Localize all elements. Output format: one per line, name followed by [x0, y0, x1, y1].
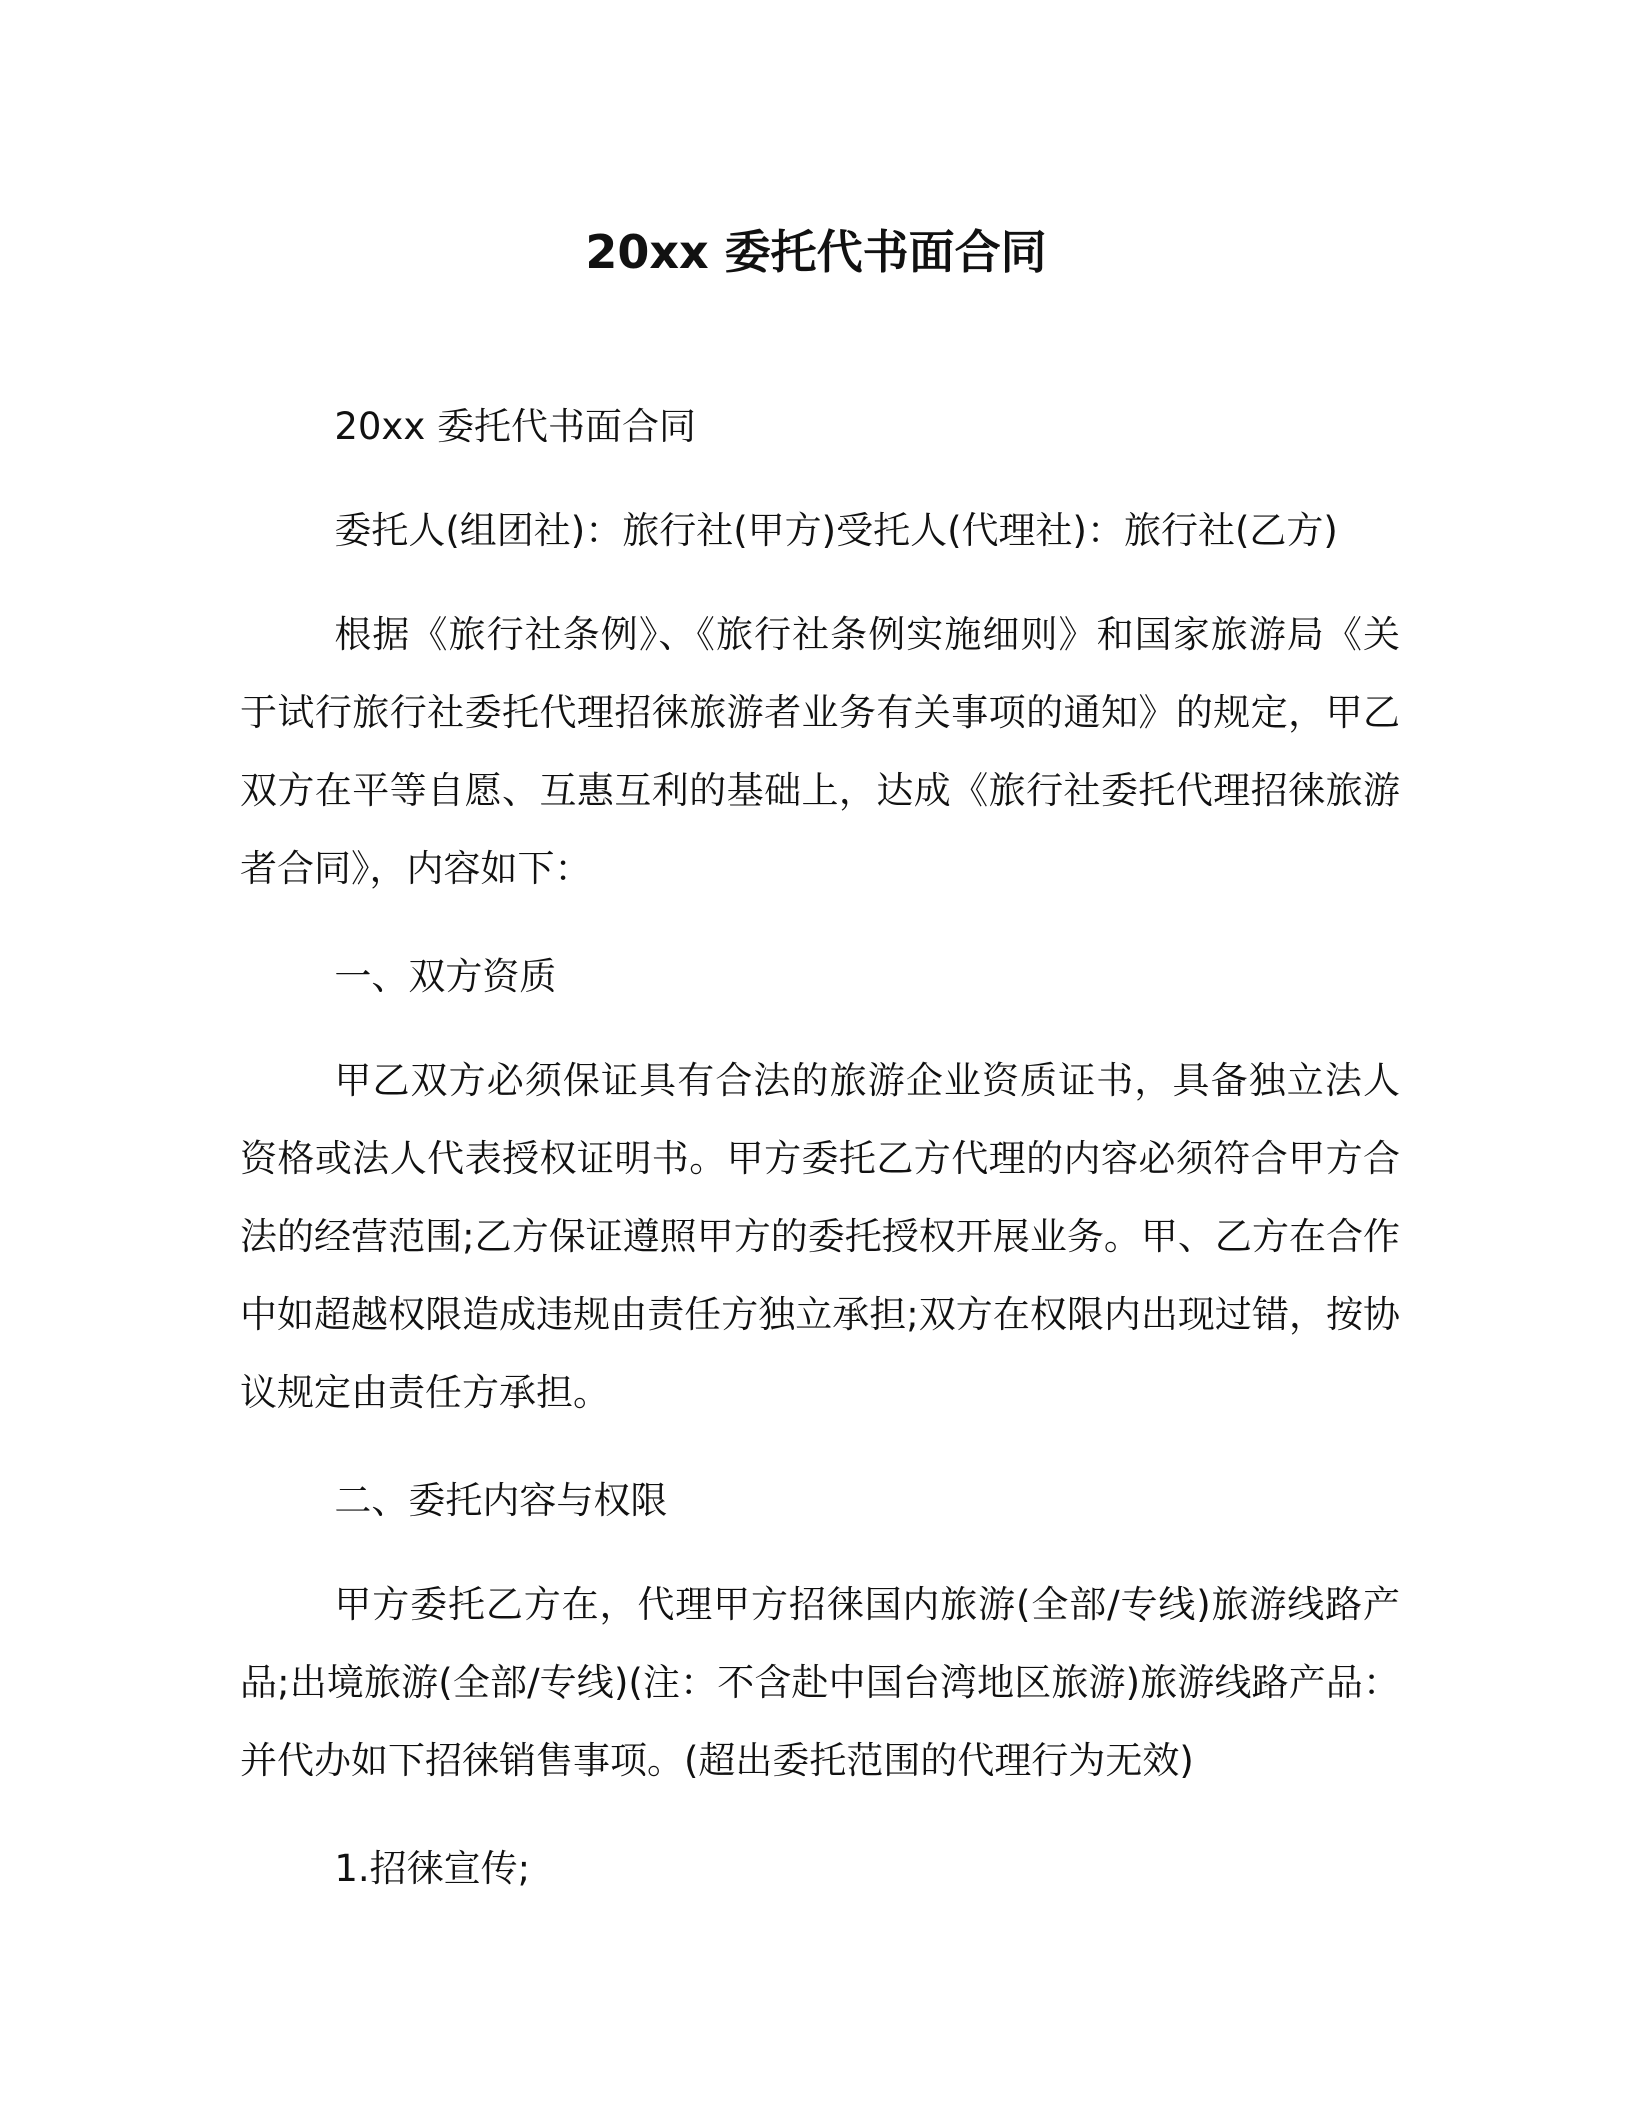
preamble-paragraph: 根据《旅行社条例》、《旅行社条例实施细则》和国家旅游局《关于试行旅行社委托代理招徕旅游者业务有关事项的通知》的规定，甲乙双方在平等自愿、互惠互利的基础上，达成《旅行社委托代理招徕旅游者合同》，内容如下： — [240, 613, 1400, 890]
subtitle-paragraph: 20xx 委托代书面合同 — [334, 405, 696, 448]
parties-paragraph: 委托人(组团社)：旅行社(甲方)受托人(代理社)：旅行社(乙方) — [334, 509, 1338, 552]
section-heading-qualifications: 一、双方资质 — [334, 955, 557, 998]
section-heading-scope: 二、委托内容与权限 — [334, 1479, 668, 1522]
list-item-publicity: 1.招徕宣传; — [334, 1847, 531, 1890]
document-body — [240, 388, 1400, 1934]
qualifications-paragraph: 甲乙双方必须保证具有合法的旅游企业资质证书，具备独立法人资格或法人代表授权证明书。甲方委托乙方代理的内容必须符合甲方合法的经营范围;乙方保证遵照甲方的委托授权开展业务。甲、乙方在合作中如超越权限造成违规由责任方独立承担;双方在权限内出现过错，按协议规定由责任方承担。 — [240, 1059, 1400, 1414]
scope-paragraph: 甲方委托乙方在，代理甲方招徕国内旅游(全部/专线)旅游线路产品;出境旅游(全部/专线)(注：不含赴中国台湾地区旅游)旅游线路产品：并代办如下招徕销售事项。(超出委托范围的代理行为无效) — [240, 1583, 1400, 1782]
document-title: 20xx 委托代书面合同 — [585, 225, 1047, 279]
